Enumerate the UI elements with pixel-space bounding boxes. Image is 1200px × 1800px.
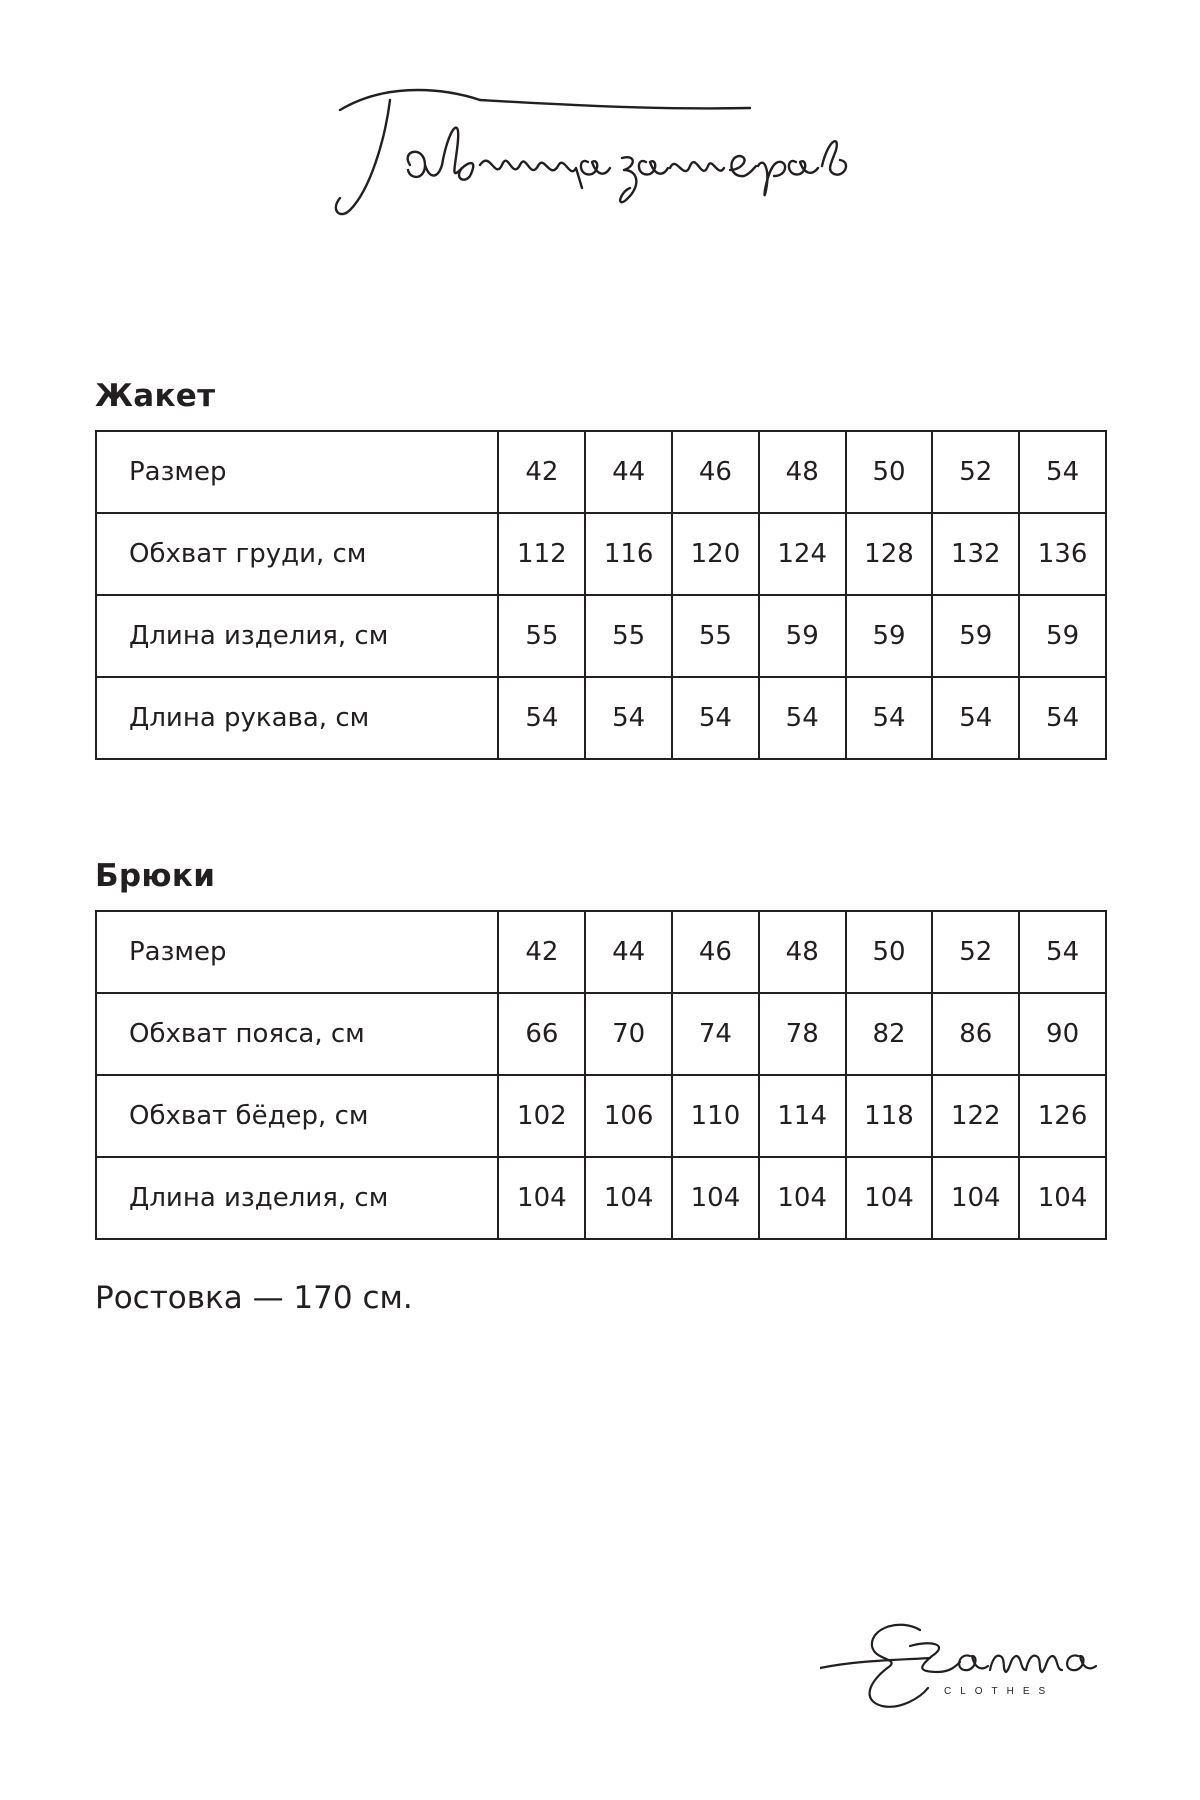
jacket-size-table	[95, 430, 1107, 760]
pants-table-cell: 78	[759, 993, 846, 1075]
jacket-table-cell: 44	[585, 431, 672, 513]
pants-heading: Брюки	[95, 858, 216, 894]
jacket-heading: Жакет	[95, 378, 216, 414]
jacket-table-cell: 54	[585, 677, 672, 759]
pants-table-cell: 102	[498, 1075, 585, 1157]
pants-table-cell: 44	[585, 911, 672, 993]
jacket-table-cell: 55	[585, 595, 672, 677]
jacket-table-cell: 54	[672, 677, 759, 759]
pants-table-cell: 104	[1019, 1157, 1106, 1239]
jacket-table-cell: 54	[932, 677, 1019, 759]
pants-size-table	[95, 910, 1107, 1240]
jacket-table-cell: 59	[932, 595, 1019, 677]
pants-table-cell: 114	[759, 1075, 846, 1157]
jacket-table-row	[96, 595, 1106, 677]
pants-table-cell: 90	[1019, 993, 1106, 1075]
pants-table-cell: 104	[672, 1157, 759, 1239]
pants-table-cell: 50	[846, 911, 933, 993]
pants-table-cell: 106	[585, 1075, 672, 1157]
pants-table-cell: 74	[672, 993, 759, 1075]
pants-table-cell: 118	[846, 1075, 933, 1157]
jacket-table-body	[96, 431, 1106, 759]
pants-table-cell: 122	[932, 1075, 1019, 1157]
jacket-table-cell: 54	[1019, 431, 1106, 513]
pants-row-label: Размер	[96, 911, 498, 993]
jacket-row-label: Длина рукава, см	[96, 677, 498, 759]
jacket-row-label: Размер	[96, 431, 498, 513]
pants-table-cell: 110	[672, 1075, 759, 1157]
brand-logo	[820, 1610, 1140, 1720]
pants-table-row	[96, 1157, 1106, 1239]
jacket-table-cell: 116	[585, 513, 672, 595]
jacket-table-cell: 55	[672, 595, 759, 677]
jacket-table-cell: 59	[759, 595, 846, 677]
pants-table-row	[96, 911, 1106, 993]
jacket-table-cell: 120	[672, 513, 759, 595]
jacket-table-cell: 54	[846, 677, 933, 759]
jacket-table-cell: 54	[1019, 677, 1106, 759]
jacket-row-label: Обхват груди, см	[96, 513, 498, 595]
pants-table-cell: 104	[585, 1157, 672, 1239]
page-title	[330, 70, 890, 220]
pants-table-cell: 86	[932, 993, 1019, 1075]
jacket-table-cell: 59	[846, 595, 933, 677]
pants-table-cell: 104	[846, 1157, 933, 1239]
jacket-table-cell: 54	[498, 677, 585, 759]
jacket-table-cell: 50	[846, 431, 933, 513]
jacket-table-cell: 46	[672, 431, 759, 513]
pants-table-cell: 54	[1019, 911, 1106, 993]
pants-table-cell: 104	[759, 1157, 846, 1239]
pants-table-cell: 66	[498, 993, 585, 1075]
jacket-table-cell: 52	[932, 431, 1019, 513]
pants-table-row	[96, 993, 1106, 1075]
jacket-table-cell: 136	[1019, 513, 1106, 595]
pants-row-label: Обхват бёдер, см	[96, 1075, 498, 1157]
pants-table-row	[96, 1075, 1106, 1157]
pants-table-cell: 82	[846, 993, 933, 1075]
pants-table-cell: 46	[672, 911, 759, 993]
model-height-note: Ростовка — 170 см.	[95, 1280, 413, 1316]
jacket-table-cell: 48	[759, 431, 846, 513]
pants-table-cell: 48	[759, 911, 846, 993]
jacket-table-cell: 128	[846, 513, 933, 595]
jacket-table-cell: 54	[759, 677, 846, 759]
jacket-table-cell: 124	[759, 513, 846, 595]
pants-row-label: Длина изделия, см	[96, 1157, 498, 1239]
jacket-table-cell: 42	[498, 431, 585, 513]
jacket-table-cell: 132	[932, 513, 1019, 595]
jacket-table-cell: 59	[1019, 595, 1106, 677]
jacket-table-row	[96, 513, 1106, 595]
pants-table-body	[96, 911, 1106, 1239]
pants-table-cell: 70	[585, 993, 672, 1075]
jacket-table-cell: 112	[498, 513, 585, 595]
jacket-table-cell: 55	[498, 595, 585, 677]
pants-row-label: Обхват пояса, см	[96, 993, 498, 1075]
jacket-row-label: Длина изделия, см	[96, 595, 498, 677]
pants-table-cell: 42	[498, 911, 585, 993]
pants-table-cell: 104	[932, 1157, 1019, 1239]
pants-table-cell: 52	[932, 911, 1019, 993]
pants-table-cell: 104	[498, 1157, 585, 1239]
jacket-table-row	[96, 677, 1106, 759]
svg-text:CLOTHES: CLOTHES	[944, 1686, 1055, 1697]
jacket-table-row	[96, 431, 1106, 513]
pants-table-cell: 126	[1019, 1075, 1106, 1157]
